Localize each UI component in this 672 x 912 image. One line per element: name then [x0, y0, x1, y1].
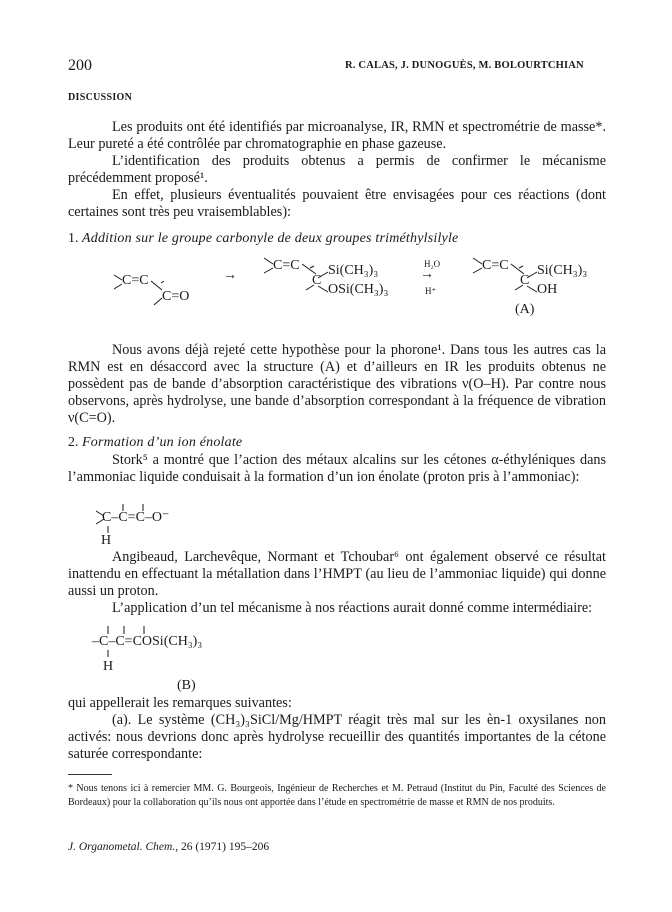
- product-carbon: C: [520, 273, 530, 288]
- journal-reference: 26 (1971) 195–206: [180, 841, 270, 853]
- reaction-scheme-1: [68, 252, 608, 332]
- reactant-alkene: C=C: [122, 273, 149, 288]
- enolate-formula: C–C=C–O⁻: [102, 510, 170, 525]
- subsection-1-number: 1.: [68, 231, 79, 246]
- intermediate-b-structure: [92, 623, 282, 659]
- paragraph-5: Stork⁵ a montré que l’action des métaux alcalins sur les cétones α-éthyléniques dans l’ammoniac liquide conduisait à la formation d’un ion énolate (proton pris à l’ammoniac):: [68, 452, 606, 485]
- reaction-arrow-1: →: [223, 268, 237, 283]
- paragraph-9: (a). Le système (CH₃)₃SiCl/Mg/HMPT réagit très mal sur les èn-1 oxysilanes non activés: nous devrions donc après hydrolyse recueillir des quantités importantes de la cétone saturée correspondante:: [68, 712, 606, 762]
- paragraph-8: qui appellerait les remarques suivantes:: [68, 695, 292, 711]
- product-alkene: C=C: [482, 258, 509, 273]
- journal-name: J. Organometal. Chem.,: [68, 841, 179, 853]
- intermediate-b-formula: –C–C=COSi(CH₃)₃: [92, 634, 203, 649]
- product-label-a: (A): [515, 302, 535, 317]
- reagent-water: H₂O: [424, 259, 441, 269]
- paragraph-7: L’application d’un tel mécanisme à nos réactions aurait donné comme intermédiaire:: [112, 600, 593, 616]
- running-header-authors: R. CALAS, J. DUNOGUÈS, M. BOLOURTCHIAN: [345, 60, 584, 71]
- intermediate-silyloxy: OSi(CH₃)₃: [328, 282, 389, 297]
- subsection-2-text: Formation d’un ion énolate: [82, 435, 243, 450]
- paragraph-6: Angibeaud, Larchevêque, Normant et Tchoubar⁶ ont également observé ce résultat inattendu en effectuant la métallation dans l’HMPT (au lieu de l’ammoniac liquide) qui donne aussi un proton.: [68, 549, 606, 599]
- page-number: 200: [68, 57, 92, 74]
- reagent-acid: H⁺: [425, 286, 437, 296]
- section-heading: DISCUSSION: [68, 92, 133, 103]
- footnote-rule: [68, 774, 112, 775]
- reaction-arrow-2: →: [420, 267, 434, 282]
- paragraph-3: En effet, plusieurs éventualités pouvaient être envisagées pour ces réactions (dont certaines sont très peu vraisemblables):: [68, 187, 606, 220]
- reactant-carbonyl: C=O: [162, 289, 190, 304]
- enolate-structure: [92, 504, 222, 540]
- product-hydroxyl: OH: [537, 282, 558, 297]
- paragraph-4: Nous avons déjà rejeté cette hypothèse pour la phorone¹. Dans tous les autres cas la RMN est en désaccord avec la structure (A) et d’ailleurs en IR les produits obtenus ne possèdent pas de bande d’absorption caractéristique des vibrations ν(O–H). Par contre nous observons, après hydrolyse, une bande d’absorption correspondant à la fréquence de vibration ν(C=O).: [68, 342, 606, 426]
- paragraph-2: L’identification des produits obtenus a permis de confirmer le mécanisme précédemment proposé¹.: [68, 153, 606, 186]
- intermediate-carbon: C: [312, 273, 322, 288]
- intermediate-alkene: C=C: [273, 258, 300, 273]
- intermediate-b-hydrogen: H: [103, 659, 114, 674]
- subsection-2-title: [68, 435, 242, 451]
- intermediate-silyl: Si(CH₃)₃: [328, 263, 379, 278]
- enolate-hydrogen: H: [101, 533, 112, 548]
- paragraph-1: Les produits ont été identifiés par microanalyse, IR, RMN et spectrométrie de masse*. Leur pureté a été contrôlée par chromatographie en phase gazeuse.: [68, 119, 606, 152]
- subsection-1-text: Addition sur le groupe carbonyle de deux groupes triméthylsilyle: [82, 231, 459, 246]
- footnote: * Nous tenons ici à remercier MM. G. Bourgeois, Ingénieur de Recherches et M. Petraud (Institut du Pin, Faculté des Sciences de Bordeaux) pour la collaboration qu’ils nous ont apportée dans l’étude en spectrométrie de masse et RMN de nos produits.: [68, 783, 606, 808]
- journal-citation: [68, 841, 269, 853]
- product-silyl: Si(CH₃)₃: [537, 263, 588, 278]
- intermediate-b-label: (B): [177, 678, 196, 693]
- subsection-1-title: [68, 231, 458, 247]
- subsection-2-number: 2.: [68, 435, 79, 450]
